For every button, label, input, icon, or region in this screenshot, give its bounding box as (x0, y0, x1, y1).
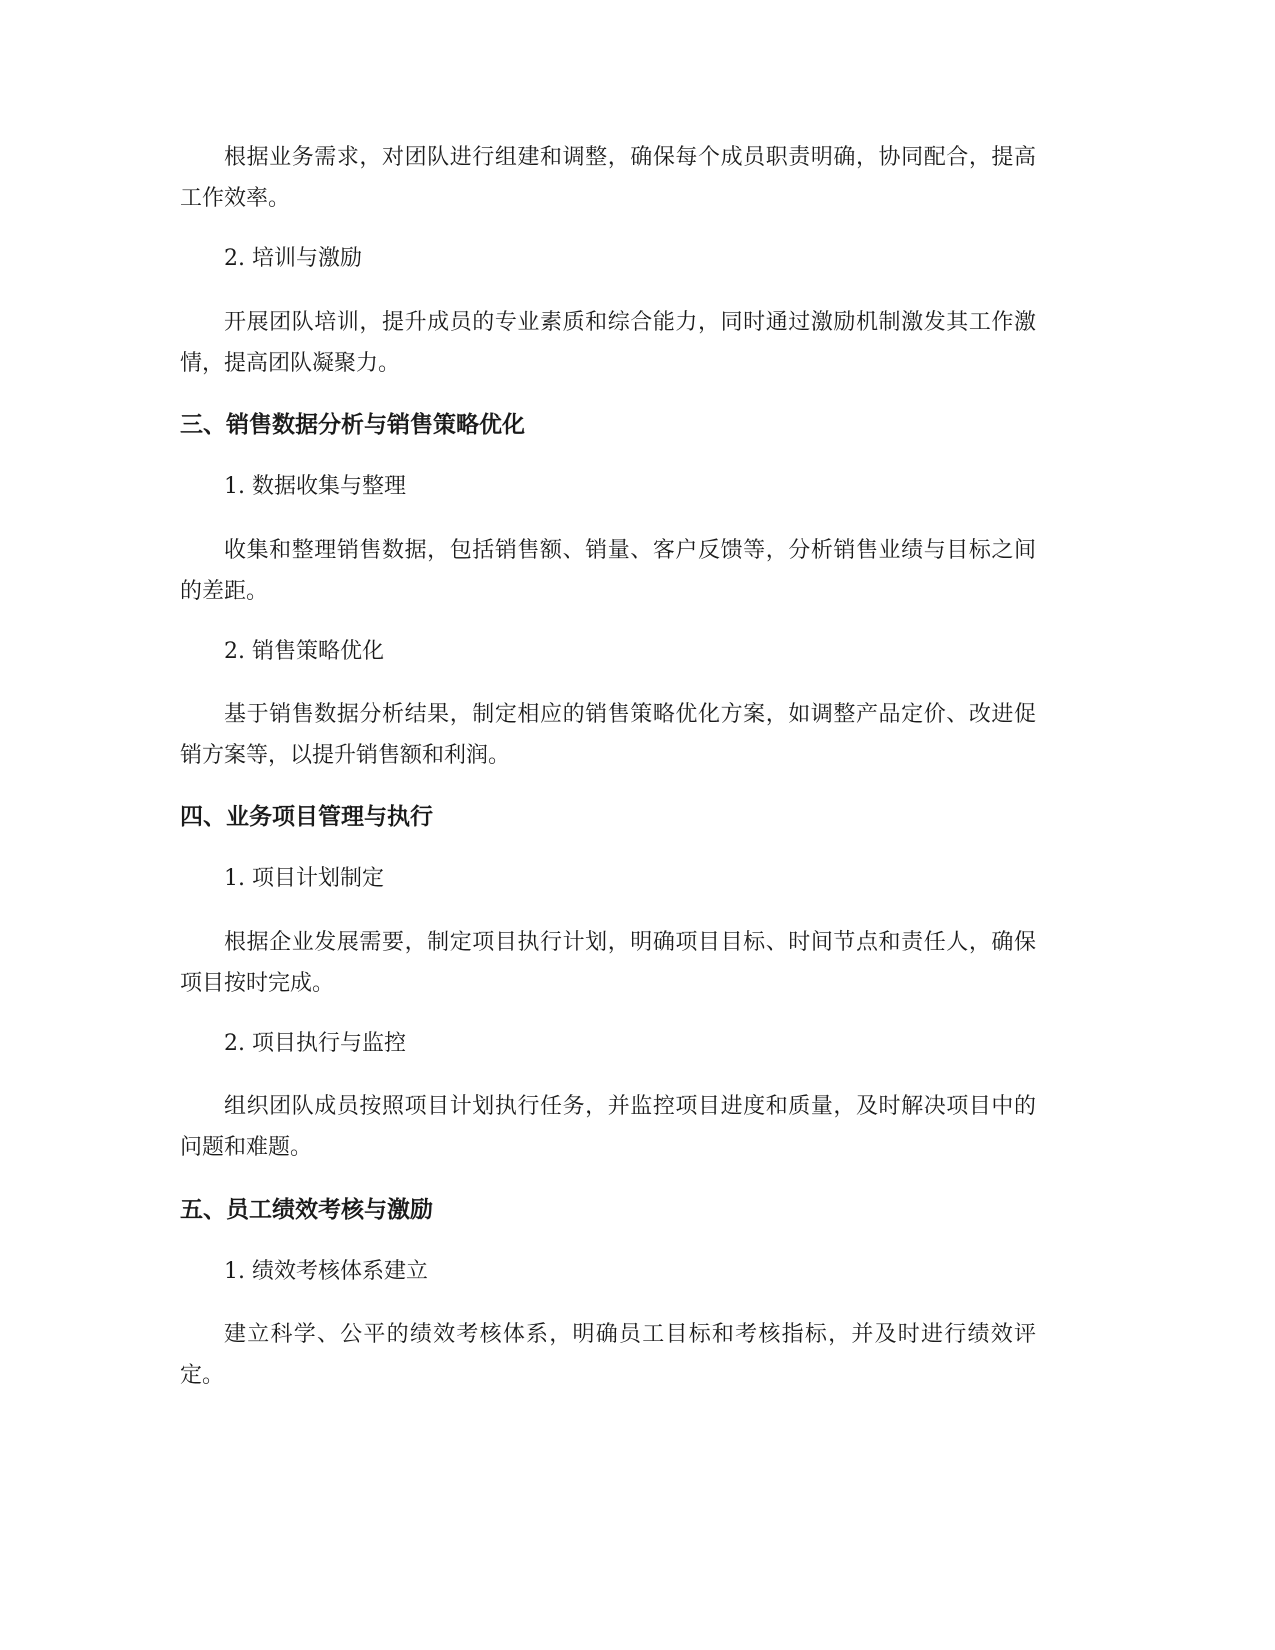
list-item-project-plan: 1. 项目计划制定 (224, 866, 384, 891)
document-page (180, 0, 1036, 1650)
paragraph-data-collection: 收集和整理销售数据，包括销售额、销量、客户反馈等，分析销售业绩与目标之间的差距。 (180, 538, 1036, 604)
section-heading-sales-analysis: 三、销售数据分析与销售策略优化 (180, 412, 525, 438)
list-item-performance-system: 1. 绩效考核体系建立 (224, 1259, 428, 1284)
paragraph-project-plan: 根据企业发展需要，制定项目执行计划，明确项目目标、时间节点和责任人，确保项目按时完成。 (180, 930, 1036, 996)
list-item-data-collection: 1. 数据收集与整理 (224, 474, 406, 499)
paragraph-team-training: 开展团队培训，提升成员的专业素质和综合能力，同时通过激励机制激发其工作激情，提高团队凝聚力。 (180, 310, 1036, 376)
paragraph-team-building: 根据业务需求，对团队进行组建和调整，确保每个成员职责明确，协同配合，提高工作效率。 (180, 145, 1036, 211)
list-item-project-execution: 2. 项目执行与监控 (224, 1031, 406, 1056)
section-heading-project-management: 四、业务项目管理与执行 (180, 804, 433, 830)
paragraph-performance-system: 建立科学、公平的绩效考核体系，明确员工目标和考核指标，并及时进行绩效评定。 (180, 1322, 1036, 1388)
section-heading-performance: 五、员工绩效考核与激励 (180, 1197, 433, 1223)
list-item-strategy-optimization: 2. 销售策略优化 (224, 639, 384, 664)
paragraph-strategy-optimization: 基于销售数据分析结果，制定相应的销售策略优化方案，如调整产品定价、改进促销方案等，以提升销售额和利润。 (180, 702, 1036, 768)
list-item-training-incentive: 2. 培训与激励 (224, 246, 362, 271)
paragraph-project-execution: 组织团队成员按照项目计划执行任务，并监控项目进度和质量，及时解决项目中的问题和难题。 (180, 1094, 1036, 1160)
